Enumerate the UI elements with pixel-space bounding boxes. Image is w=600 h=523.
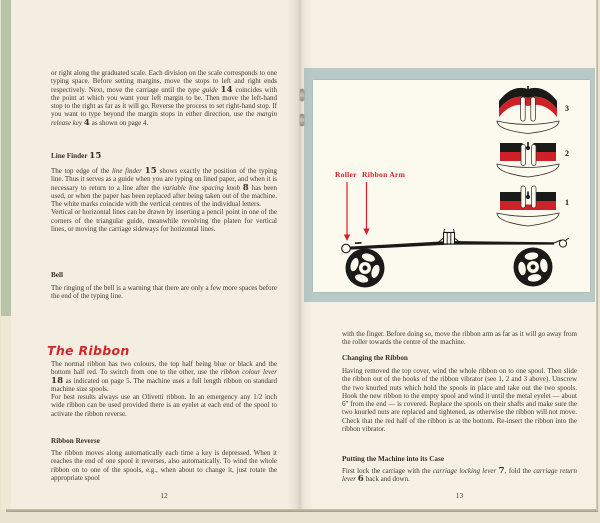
- staple-top: [300, 89, 304, 101]
- bell-heading: Bell: [51, 271, 63, 279]
- ribbon-arm-label: Ribbon Arm: [362, 170, 406, 179]
- ribbon-arm-arrow-icon: [363, 182, 369, 235]
- changing-ribbon-paragraph: Having removed the top cover, wind the whole ribbon on to one spool. Then slide the ribbon out of the hooks of the ribbon vibrator (see 1, 2 and 3 above). Unscrew the two knurled nuts which hold the spools in place and take out the two spools. Hook the new ribbon to the empty spool and wind it until the metal eyelet — about 6″ from the end — is covered. Replace the spools on their shafts and make sure the two knurled nuts are replaced and tightened, as otherwise the ribbon will not move. Check that the red half of the ribbon is at the bottom. Re-insert the ribbon into the ribbon vibrator.: [342, 367, 577, 434]
- vibrator-position-1-icon: [497, 186, 559, 226]
- bell-paragraph: The ringing of the bell is a warning that there are only a few more spaces before the end of the typing line.: [51, 284, 277, 301]
- ribbon-hook-icon: [554, 238, 569, 247]
- intro-paragraph: or right along the graduated scale. Each division on the scale corresponds to one typing space. Before setting margins, move the stops to left and right ends respectively. Next, move the carriage until the type guide 14 coincides with the point at which you want your left margin to be. Then move the left-hand stop to the right as far as it will go. Reverse the process to set right-hand stop. If you want to type beyond the margin stops in either direction, use the margin release key 4 as shown on page 4.: [51, 69, 277, 128]
- ribbon-spool-right-icon: [514, 248, 553, 287]
- ribbon-spool-left-icon: [346, 249, 385, 288]
- illustration-box: [313, 80, 590, 292]
- book-gutter-shadow: [287, 0, 313, 511]
- ribbon-mechanism-illustration: [313, 80, 590, 292]
- roller-arrow-icon: [344, 182, 350, 241]
- book-right-edge: [596, 0, 598, 510]
- left-page-number: 12: [160, 491, 168, 500]
- line-finder-heading: Line Finder 15: [51, 151, 102, 161]
- line-finder-paragraph-2: Vertical or horizontal lines can be drawn by inserting a pencil point in one of the corners of the triangular guide, meanwhile revolving the platen for vertical lines, or moving the carriage sideways for horizontal lines.: [51, 208, 277, 234]
- the-ribbon-heading: The Ribbon: [47, 343, 130, 358]
- the-ribbon-paragraph-2: For best results always use an Olivetti ribbon. In an emergency any 1/2 inch wide ribbon can be used provided there is an eyelet at each end of the spool to activate the ribbon reverse.: [51, 393, 277, 418]
- machine-case-heading: Putting the Machine into its Case: [342, 455, 445, 463]
- changing-ribbon-heading: Changing the Ribbon: [342, 354, 408, 362]
- vibrator-position-3-icon: [497, 86, 559, 134]
- roller-label: Roller: [335, 170, 357, 179]
- position-number-3: 3: [565, 104, 569, 113]
- ribbon-arm-tip: [355, 242, 362, 244]
- roller-icon: [342, 244, 351, 253]
- the-ribbon-paragraphs: [51, 360, 277, 418]
- position-number-1: 1: [565, 198, 569, 207]
- machine-case-paragraph: First lock the carriage with the carriage locking lever 7, fold the carriage return lever 6 back and down.: [342, 466, 577, 485]
- position-number-2: 2: [565, 149, 569, 158]
- finger-paragraph: with the finger. Before doing so, move the ribbon arm as far as it will go away from the roller towards the centre of the machine.: [342, 330, 577, 347]
- right-page: [300, 0, 597, 511]
- illustration-panel: [304, 68, 595, 302]
- ribbon-reverse-paragraph: The ribbon moves along automatically each time a key is depressed. When it reaches the end of one spool it reverses, also automatically. To wind the whole ribbon on to one of the spools, e.g., when about to change it, just rotate the appropriate spool: [51, 449, 277, 482]
- right-page-number: 13: [455, 491, 464, 500]
- book-bottom-edge: [6, 509, 598, 512]
- left-page: [11, 0, 300, 509]
- ribbon-reverse-heading: Ribbon Reverse: [51, 437, 100, 445]
- line-finder-paragraph-1: The top edge of the line finder 15 shows exactly the position of the typing line. Thus it serves as a guide when you are typing on lined paper, and when it is necessary to return to a line after the variable line spacing knob 8 has been used, or when the paper has been replaced after being taken out of the machine. The white marks coincide with the vertical centres of the individual letters.: [51, 166, 278, 209]
- line-finder-paragraphs: [51, 167, 277, 233]
- staple-bottom: [300, 114, 304, 126]
- the-ribbon-paragraph-1: The normal ribbon has two colours, the top half being blue or black and the bottom half red. To switch from one to the other, use the ribbon colour lever 18 as indicated on page 5. The machine uses a full length ribbon on standard machine size spools.: [51, 360, 277, 393]
- vibrator-position-2-icon: [497, 142, 559, 177]
